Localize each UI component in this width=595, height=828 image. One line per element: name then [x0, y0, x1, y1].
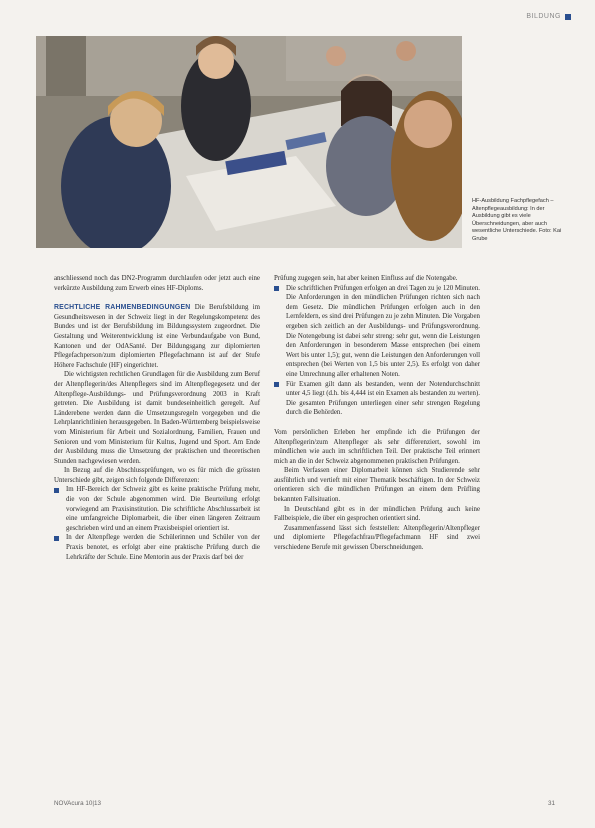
list-item: In der Altenpflege werden die Schülerinnen und Schüler von der Praxis benotet, es erfolgt aber eine praktische Prüfung durch die Lehrkräfte der Schule. Eine Mentorin aus der Praxis darf bei der: [54, 533, 260, 562]
footer-publication: NOVAcura 10|13: [54, 800, 102, 807]
paragraph: anschliessend noch das DN2-Programm durchlaufen oder jetzt auch eine verkürzte Ausbildung zum Erwerb eines HF-Diploms.: [54, 275, 260, 292]
bullet-list: [274, 284, 480, 418]
list-item: Die schriftlichen Prüfungen erfolgen an drei Tagen zu je 120 Minuten. Die Anforderungen in den mündlichen Prüfungen richten sich nach dem Gesetz. Die mündlichen Prüfungen erfolgen auch in den Lernfeldern, es sind drei Prüfungen zu je zehn Minuten. Die Vorgaben ergeben sich zeitlich an der Ausbildungs- und Prüfungsverordnung. Die Notengebung ist dabei sehr streng: sehr gut, wenn die Leistungen den Anforderungen in besonderem Masse entsprechen (bei einem Wert bis unter 1,5); gut, wenn die Leistungen den Anforderungen voll entsprechen (bei Werten von 1,5 bis unter 2,5). Es erfolgt von daher eine Umrechnung aller erhaltenen Noten.: [274, 284, 480, 380]
paragraph: Prüfung zugegen sein, hat aber keinen Einfluss auf die Notengabe.: [274, 275, 458, 282]
section-heading: RECHTLICHE RAHMENBEDINGUNGEN: [54, 304, 191, 312]
photo-caption: HF-Ausbildung Fachpflegefach – Altenpflegeausbildung: In der Ausbildung gibt es viele Überschneidungen, aber auch wesentliche Unterschiede. Foto: Kai Grube: [472, 198, 562, 242]
paragraph: In Deutschland gibt es in der mündlichen Prüfung auch keine Fallbeispiele, die über ein gesprochen orientiert sind.: [274, 505, 480, 523]
paragraph-text: Die Berufsbildung im Gesundheitswesen in der Schweiz liegt in der Regelungskompetenz des Bundes und ist der Berufsbildung im Bildungssystem zugeordnet. Die Gestaltung und Weiterentwicklung ist eine Verbundaufgabe von Bund, Kantonen und der OdASanté. Der Bildungsgang zur diplomierten Pflegefachperson/zum diplomierten Pflegefachmann ist auf der Stufe Höhere Fachschule (HF) eingerichtet.: [54, 304, 260, 369]
text-column-left: [54, 274, 260, 562]
paragraph: Vom persönlichen Erleben her empfinde ich die Prüfungen der Altenpflegerin/zum Altenpfleger als sehr differenziert, sowohl im mündlichen wie auch im schriftlichen Teil. Der praktische Teil erinnert mich an die in der Schweiz abgenommenen praktischen Prüfungen.: [274, 428, 480, 465]
paragraph: In Bezug auf die Abschlussprüfungen, wo es für mich die grössten Unterschiede gibt, zeigen sich folgende Differenzen:: [54, 467, 260, 484]
accent-square-icon: [565, 14, 571, 20]
text-column-right: [274, 274, 480, 553]
paragraph: [54, 303, 260, 370]
list-item: Für Examen gilt dann als bestanden, wenn der Notendurchschnitt unter 4,5 liegt (d.h. bis 4,444 ist ein Examen als bestanden zu werten). Die gesamten Prüfungen unterliegen einer sehr strengen Regelung durch die Behörden.: [274, 380, 480, 418]
page-number: 31: [548, 800, 556, 807]
bullet-list: [54, 485, 260, 562]
classroom-photo: [36, 36, 462, 248]
paragraph: Die wichtigsten rechtlichen Grundlagen für die Ausbildung zum Beruf der Altenpflegerin/des Altenpflegers sind im Altenpflegegesetz und der Altenpflege-Ausbildungs- und Prüfungsverordnung 2003 in Kraft getreten. Die Ausbildung ist damit bundeseinheitlich geregelt. Auf Länderebene werden dann die Umsetzungsregeln vorgegeben und die Lehrplanrichtlinien herausgegeben. In Baden-Württemberg beispielsweise vom Ministerium für Arbeit und Sozialordnung, Familien, Frauen und Senioren und vom Ministerium für Kultus, Jugend und Sport. Am Ende der Ausbildung muss die Umsetzung der praktischen und theoretischen Stunden nachgewiesen werden.: [54, 371, 260, 465]
section-header: [526, 13, 571, 20]
section-label: BILDUNG: [526, 13, 561, 20]
list-item: Im HF-Bereich der Schweiz gibt es keine praktische Prüfung mehr, die von der Schule abgenommen wird. Die Beurteilung erfolgt vorwiegend am Praxisinstitution. Die schriftliche Abschlussarbeit ist eine umfangreiche Diplomarbeit, die über einen längeren Zeitraum geschrieben wird und an einem Praxisbeispiel orientiert ist.: [54, 485, 260, 533]
paragraph: Beim Verfassen einer Diplomarbeit können sich Studierende sehr ausführlich und vertieft mit einer Thematik beschäftigen. In der Schweiz orientieren sich die mündlichen Prüfungen an einem dem Prüfling bekannten Fallsituation.: [274, 467, 480, 504]
paragraph: Zusammenfassend lässt sich feststellen: Altenpflegerin/Altenpfleger und diplomierte Pflegefachfrau/Pflegefachmann HF sind zwei verschiedene Berufe mit gewissen Überschneidungen.: [274, 524, 480, 552]
